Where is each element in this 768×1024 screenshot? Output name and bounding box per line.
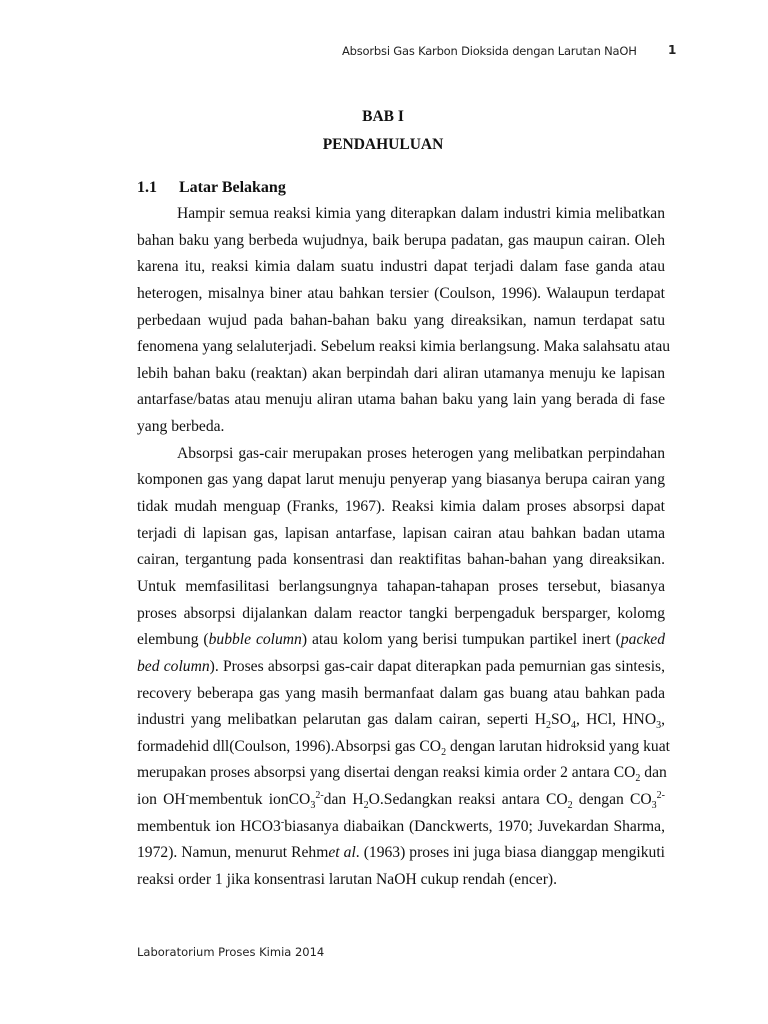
text-run: membentuk ion HCO3 [137,817,281,835]
paragraph-1-line [137,284,665,304]
paragraph-2-line [137,790,665,810]
text-run: 1972). Namun, menurut Rehm [137,844,329,862]
text-run: fenomena yang selaluterjadi. Sebelum reaksi kimia berlangsung. Maka salahsatu atau [137,338,671,356]
paragraph-2-line [137,843,665,863]
text-run: heterogen, misalnya biner atau bahkan tersier (Coulson, 1996). Walaupun terdapat [137,284,665,302]
text-run: Untuk memfasilitasi berlangsungnya tahapan-tahapan proses tersebut, biasanya [137,577,665,595]
text-run: dengan CO [572,791,652,809]
paragraph-1-line [137,417,665,437]
text-run: packed [620,631,665,649]
text-run: bed column [137,657,210,675]
paragraph-2-line [137,524,665,544]
text-run: formadehid dll(Coulson, 1996).Absorpsi gas CO [137,737,442,755]
text-run: ). Proses absorpsi gas-cair dapat diterapkan pada pemurnian gas sintesis, [209,657,665,675]
chapter-title: PENDAHULUAN [322,136,444,153]
text-run: SO [551,711,571,729]
text-run: et al [328,844,356,862]
paragraph-2-line [137,470,665,490]
paragraph-2-line [137,737,670,758]
text-run: - [280,816,285,828]
text-run: merupakan proses absorpsi yang disertai dengan reaksi kimia order 2 antara CO [137,764,636,782]
text-run: yang berbeda. [137,418,225,436]
text-run: , [661,711,665,729]
text-run: 2 [546,720,552,732]
running-header: Absorbsi Gas Karbon Dioksida dengan Larutan NaOH [342,44,637,58]
paragraph-2-line [137,657,665,677]
text-run: bubble column [208,631,302,649]
text-run: - [185,789,189,801]
text-run: 2- [656,789,665,801]
text-run: 2 [567,800,573,812]
text-run: elembung ( [137,631,209,649]
paragraph-2-line [137,817,665,837]
text-run: bahan baku yang berbeda wujudnya, baik berupa padatan, gas maupun cairan. Oleh [137,231,665,249]
chapter-label: BAB I [362,108,404,125]
text-run: 4 [570,720,576,732]
text-run: Hampir semua reaksi kimia yang diterapkan dalam industri kimia melibatkan [177,205,665,222]
paragraph-1-line [177,204,665,224]
text-run: 2 [363,800,369,812]
paragraph-1-line [137,257,665,277]
text-run: 3 [656,720,662,732]
text-run: antarfase/batas atau menuju aliran utama bahan baku yang lain yang berada di fase [137,391,665,409]
text-run: 2- [315,789,324,801]
text-run: 2 [635,773,641,785]
paragraph-2-line [137,763,665,783]
text-run: terjadi di lapisan gas, lapisan antarfase, lapisan cairan atau bahkan badan utama [137,524,665,542]
text-run: lebih bahan baku (reaktan) akan berpindah dari aliran utamanya menuju ke lapisan [137,364,665,382]
paragraph-2-line [137,684,665,704]
section-number: 1.1 [137,179,157,196]
paragraph-2-line [137,604,665,624]
text-run: ion OH [137,791,186,809]
text-run: 2 [441,746,447,758]
text-run: recovery beberapa gas yang masih bermanfaat dalam gas buang atau bahkan pada [137,684,665,702]
paragraph-1-line [137,337,671,357]
paragraph-2-line [137,550,665,570]
text-run: komponen gas yang dapat larut menuju penyerap yang biasanya berupa cairan yang [137,471,665,489]
text-run: membentuk ionCO [188,791,311,809]
text-run: dan [640,764,667,782]
paragraph-2-line [137,870,665,890]
paragraph-2-line [137,630,665,650]
paragraph-2-line [137,497,665,517]
paragraph-2-line [137,710,665,730]
text-run: . (1963) proses ini juga biasa dianggap mengikuti [355,844,665,862]
paragraph-2-line [137,577,665,597]
text-run: industri yang melibatkan pelarutan gas dalam cairan, seperti H [137,711,547,729]
paragraph-2-line [177,444,665,464]
text-run: ) atau kolom yang berisi tumpukan partikel inert ( [301,631,621,649]
paragraph-1-line [137,231,665,251]
text-run: karena itu, reaksi kimia dalam suatu industri dapat terjadi dalam fase ganda atau [137,258,665,276]
paragraph-1-line [137,364,665,384]
text-run: 3 [310,800,316,812]
text-run: biasanya diabaikan (Danckwerts, 1970; Juvekardan Sharma, [284,817,665,835]
text-run: reaksi order 1 jika konsentrasi larutan NaOH cukup rendah (encer). [137,871,557,888]
section-heading [137,179,286,197]
page-number: 1 [668,43,677,57]
text-run: tidak mudah menguap (Franks, 1967). Reaksi kimia dalam proses absorpsi dapat [137,498,665,516]
text-run: dan H [323,791,364,809]
footer: Laboratorium Proses Kimia 2014 [137,945,325,959]
text-run: dengan larutan hidroksid yang kuat [446,737,670,755]
text-run: , HCl, HNO [575,711,657,729]
text-run: proses absorpsi dijalankan dalam reactor tangki berpengaduk bersparger, kolomg [137,604,665,622]
text-run: O.Sedangkan reaksi antara CO [368,791,568,809]
paragraph-1-line [137,311,665,331]
text-run: cairan, tergantung pada konsentrasi dan reaktifitas bahan-bahan yang direaksikan. [137,551,665,569]
text-run: 3 [651,800,657,812]
paragraph-1-line [137,390,665,410]
section-title: Latar Belakang [179,179,286,196]
text-run: Absorpsi gas-cair merupakan proses heterogen yang melibatkan perpindahan [177,444,665,462]
text-run: perbedaan wujud pada bahan-bahan baku yang direaksikan, namun terdapat satu [137,311,665,329]
